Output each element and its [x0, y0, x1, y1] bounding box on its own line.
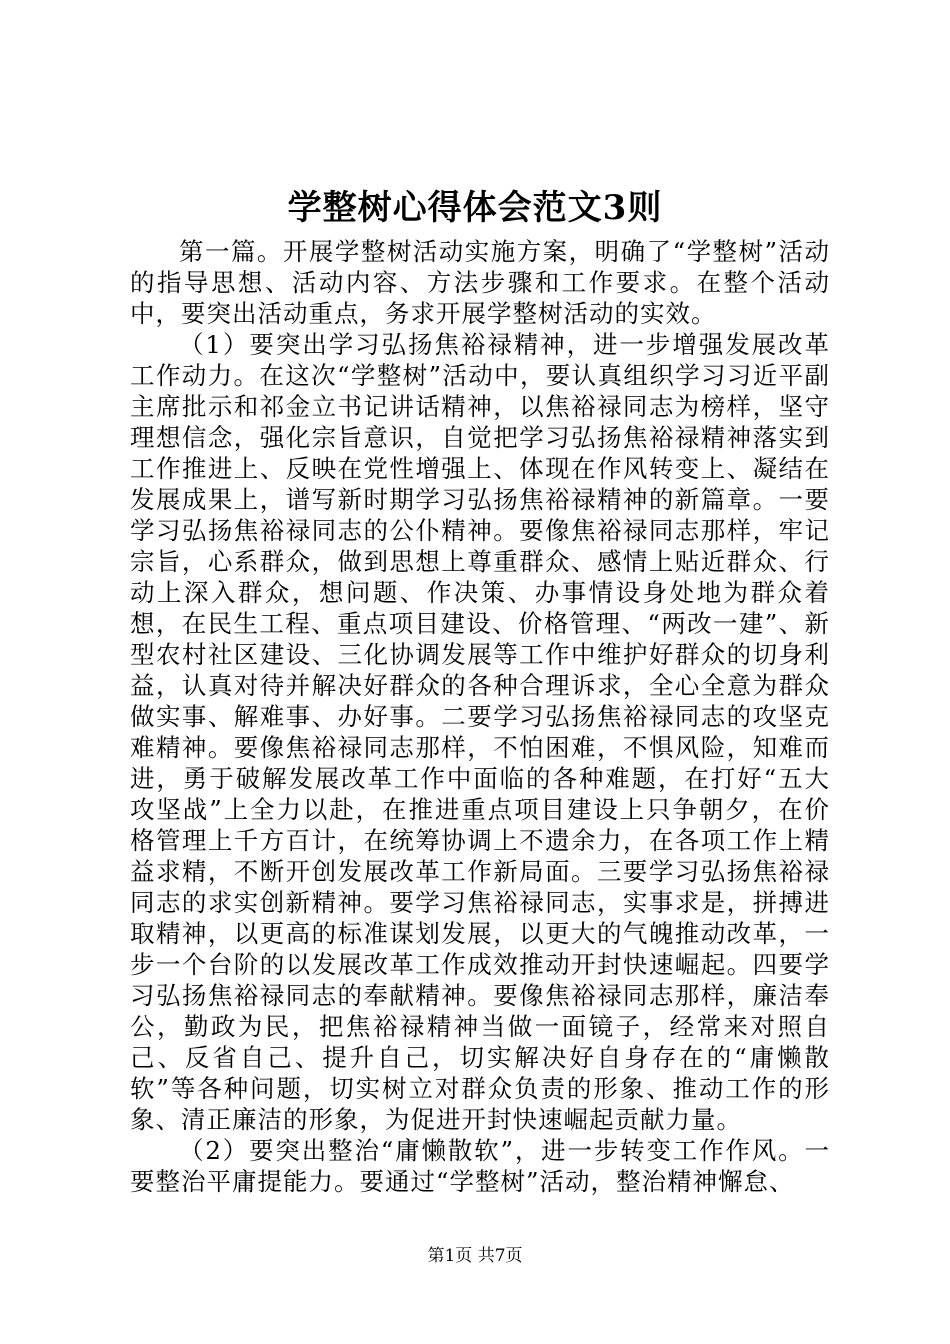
paragraph-intro: 第一篇。开展学整树活动实施方案，明确了“学整树”活动的指导思想、活动内容、方法步骤和工作要求。在整个活动中，要突出活动重点，务求开展学整树活动的实效。	[130, 237, 830, 328]
document-body	[130, 236, 830, 1197]
paragraph-section-1: （1）要突出学习弘扬焦裕禄精神，进一步增强发展改革工作动力。在这次“学整树”活动中，要认真组织学习习近平副主席批示和祁金立书记讲话精神，以焦裕禄同志为榜样，坚守理想信念，强化宗旨意识，自觉把学习弘扬焦裕禄精神落实到工作推进上、反映在党性增强上、体现在作风转变上、凝结在发展成果上，谱写新时期学习弘扬焦裕禄精神的新篇章。一要学习弘扬焦裕禄同志的公仆精神。要像焦裕禄同志那样，牢记宗旨，心系群众，做到思想上尊重群众、感情上贴近群众、行动上深入群众，想问题、作决策、办事情设身处地为群众着想，在民生工程、重点项目建设、价格管理、“两改一建”、新型农村社区建设、三化协调发展等工作中维护好群众的切身利益，认真对待并解决好群众的各种合理诉求，全心全意为群众做实事、解难事、办好事。二要学习弘扬焦裕禄同志的攻坚克难精神。要像焦裕禄同志那样，不怕困难，不惧风险，知难而进，勇于破解发展改革工作中面临的各种难题，在打好“五大攻坚战”上全力以赴，在推进重点项目建设上只争朝夕，在价格管理上千方百计，在统筹协调上不遗余力，在各项工作上精益求精，不断开创发展改革工作新局面。三要学习弘扬焦裕禄同志的求实创新精神。要学习焦裕禄同志，实事求是，拼搏进取精神，以更高的标准谋划发展，以更大的气魄推动改革，一步一个台阶的以发展改革工作成效推动开封快速崛起。四要学习弘扬焦裕禄同志的奉献精神。要像焦裕禄同志那样，廉洁奉公，勤政为民，把焦裕禄精神当做一面镜子，经常来对照自己、反省自己、提升自己，切实解决好自身存在的“庸懒散软”等各种问题，切实树立对群众负责的形象、推动工作的形象、清正廉洁的形象，为促进开封快速崛起贡献力量。	[130, 330, 830, 1134]
page-footer: 第1页 共7页	[427, 1246, 523, 1266]
paragraph-section-2: （2）要突出整治“庸懒散软”，进一步转变工作作风。一要整治平庸提能力。要通过“学整树”活动，整治精神懈怠、	[130, 1136, 830, 1196]
document-title: 学整树心得体会范文3则	[287, 188, 663, 228]
